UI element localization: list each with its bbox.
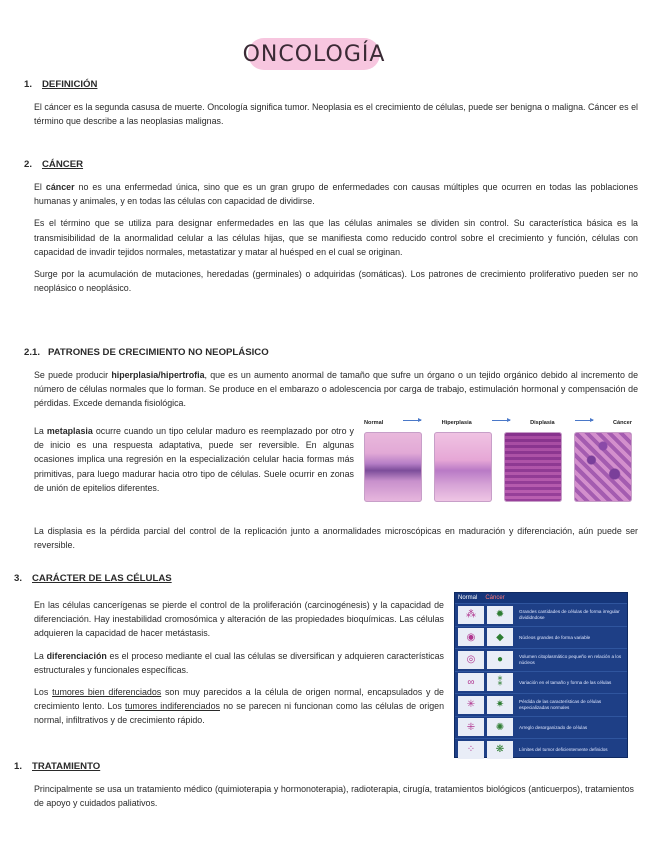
- paragraph: El cáncer no es una enfermedad única, sino que es un gran grupo de enfermedades con causas múltiples que ocurren en todas las poblaciones humanas y animales, y en todas las células con capacidad de dividirse.: [34, 182, 638, 207]
- normal-cytoplasm-icon: ◎: [458, 651, 484, 669]
- tissue-cancer-image: [574, 432, 632, 502]
- section-patrones: [24, 346, 638, 411]
- metaplasia-block: [34, 424, 354, 495]
- figure-row: ✳ ✷ Pérdida de las características de células especializadas normales: [455, 693, 627, 716]
- normal-nucleus-icon: ◉: [458, 628, 484, 646]
- section-heading: 3. CARÁCTER DE LAS CÉLULAS: [14, 573, 172, 584]
- title-banner: [242, 38, 386, 70]
- section-caracter: [14, 572, 444, 586]
- normal-cells-icon: ⁂: [458, 606, 484, 624]
- cancer-nucleus-icon: ◆: [487, 628, 513, 646]
- paragraph: Principalmente se usa un tratamiento médico (quimioterapia y hormonoterapia), radioterapia, cirugía, tratamientos biológicos (anticuerpos), tratamientos de apoyo y cuidados paliativos.: [34, 784, 634, 809]
- figure-label: Displasia: [530, 420, 555, 426]
- cell-characteristics-figure: [454, 592, 628, 758]
- paragraph: Es el término que se utiliza para designar enfermedades en las que las células animales se dividen sin control. Su característica básica es la transmisibilidad de la anormalidad celular a las células hijas, que se manifiesta como reducido control sobre el crecimiento y función, células con capacidad de invadir tejidos normales, metastatizar y matar al huésped en el cual se originan.: [34, 218, 638, 257]
- paragraph: La displasia es la pérdida parcial del control de la replicación junto a anormalidades microscópicas en maduración y diferenciación, aún puede ser reversible.: [34, 526, 638, 551]
- cancer-arrangement-icon: ✺: [487, 718, 513, 736]
- page-title: ONCOLOGÍA: [242, 41, 386, 67]
- tissue-hyperplasia-image: [434, 432, 492, 502]
- figure-row: ∞ ⁑ Variación en el tamaño y forma de las células: [455, 671, 627, 694]
- paragraph: El cáncer es la segunda casusa de muerte. Oncología significa tumor. Neoplasia es el crecimiento de células, puede ser benigna o maligna. Cáncer es el término que describe a las neoplasias malignas.: [34, 102, 638, 127]
- normal-shape-icon: ∞: [458, 673, 484, 691]
- paragraph: La metaplasia ocurre cuando un tipo celular maduro es reemplazado por otro y de inicio es una respuesta adaptativa, puede ser reversible. En algunas ocasiones implica una regresión en la especialización celular hacia formas más primitivas, para luego madurar hacia otro tipo de células. Suele ocurrir en zonas de unión de epitelios diferentes.: [34, 426, 354, 493]
- cancer-cells-icon: ✹: [487, 606, 513, 624]
- section-cancer: [24, 158, 638, 295]
- section-heading: 2.1. PATRONES DE CRECIMIENTO NO NEOPLÁSICO: [24, 347, 269, 358]
- paragraph: En las células cancerígenas se pierde el control de la proliferación (carcinogénesis) y la capacidad de diferenciación. Hay inestabilidad cromosómica y alteración de las propiedades bioquímicas. Las células adquieren la capacidad de hacer metástasis.: [34, 600, 444, 639]
- section-heading: 1. DEFINICIÓN: [24, 79, 98, 90]
- figure-row: ⁂ ✹ Grandes cantidades de células de forma irregular divididndose: [455, 603, 627, 626]
- figure-label: Hiperplasia: [441, 420, 472, 426]
- section-definicion: [24, 78, 638, 128]
- arrow-icon: [403, 420, 421, 421]
- figure-row: ⁜ ✺ Arreglo desorganizado de células: [455, 716, 627, 739]
- arrow-icon: [492, 420, 510, 421]
- arrow-icon: [575, 420, 593, 421]
- cancer-specialized-icon: ✷: [487, 696, 513, 714]
- cancer-shape-icon: ⁑: [487, 673, 513, 691]
- figure-label: Normal: [364, 420, 384, 426]
- figure-label: Cáncer: [612, 420, 632, 426]
- normal-specialized-icon: ✳: [458, 696, 484, 714]
- caracter-text: [34, 598, 444, 728]
- displasia-block: [34, 524, 638, 552]
- tissue-dysplasia-image: [504, 432, 562, 502]
- paragraph: Se puede producir hiperplasia/hipertrofia, que es un aumento anormal de tamaño que sufre un órgano o un tejido orgánico debido al incremento de número de células normales que lo forman. Se produce en el embarazo o adolescencia por carga de trabajo, estimulación hormonal y compensación de pérdidas. Excede demanda fisiológica.: [34, 370, 639, 409]
- figure-row: ⁘ ❋ Límites del tumor deficientemente definidos: [455, 738, 627, 761]
- section-heading: 2. CÁNCER: [24, 159, 84, 170]
- normal-boundary-icon: ⁘: [458, 741, 484, 759]
- section-heading: 1. TRATAMIENTO: [14, 761, 101, 772]
- cancer-cytoplasm-icon: ●: [487, 651, 513, 669]
- paragraph: Surge por la acumulación de mutaciones, heredadas (germinales) o adquiridas (somáticas). Los patrones de crecimiento proliferativo pueden ser no neoplásico o neoplásico.: [34, 269, 638, 294]
- paragraph: La diferenciación es el proceso mediante el cual las células se diversifican y adquieren características estructurales y funcionales específicas.: [34, 650, 444, 675]
- tissue-normal-image: [364, 432, 422, 502]
- figure-header: Normal Cáncer: [455, 593, 627, 603]
- paragraph: Los tumores bien diferenciados son muy parecidos a la célula de origen normal, encapsulados y de crecimiento lento. Los tumores indiferenciados no se parecen ni funcionan como las células de origen normal, infiltrativos y de crecimiento rápido.: [34, 687, 444, 726]
- cancer-boundary-icon: ❋: [487, 741, 513, 759]
- figure-row: ◉ ◆ Núcleos grandes de forma variable: [455, 626, 627, 649]
- figure-row: ◎ ● Volumen citoplasmático pequeño en relación a los núcleos: [455, 648, 627, 671]
- normal-arrangement-icon: ⁜: [458, 718, 484, 736]
- section-tratamiento: [14, 760, 634, 810]
- tissue-progression-figure: [364, 420, 632, 516]
